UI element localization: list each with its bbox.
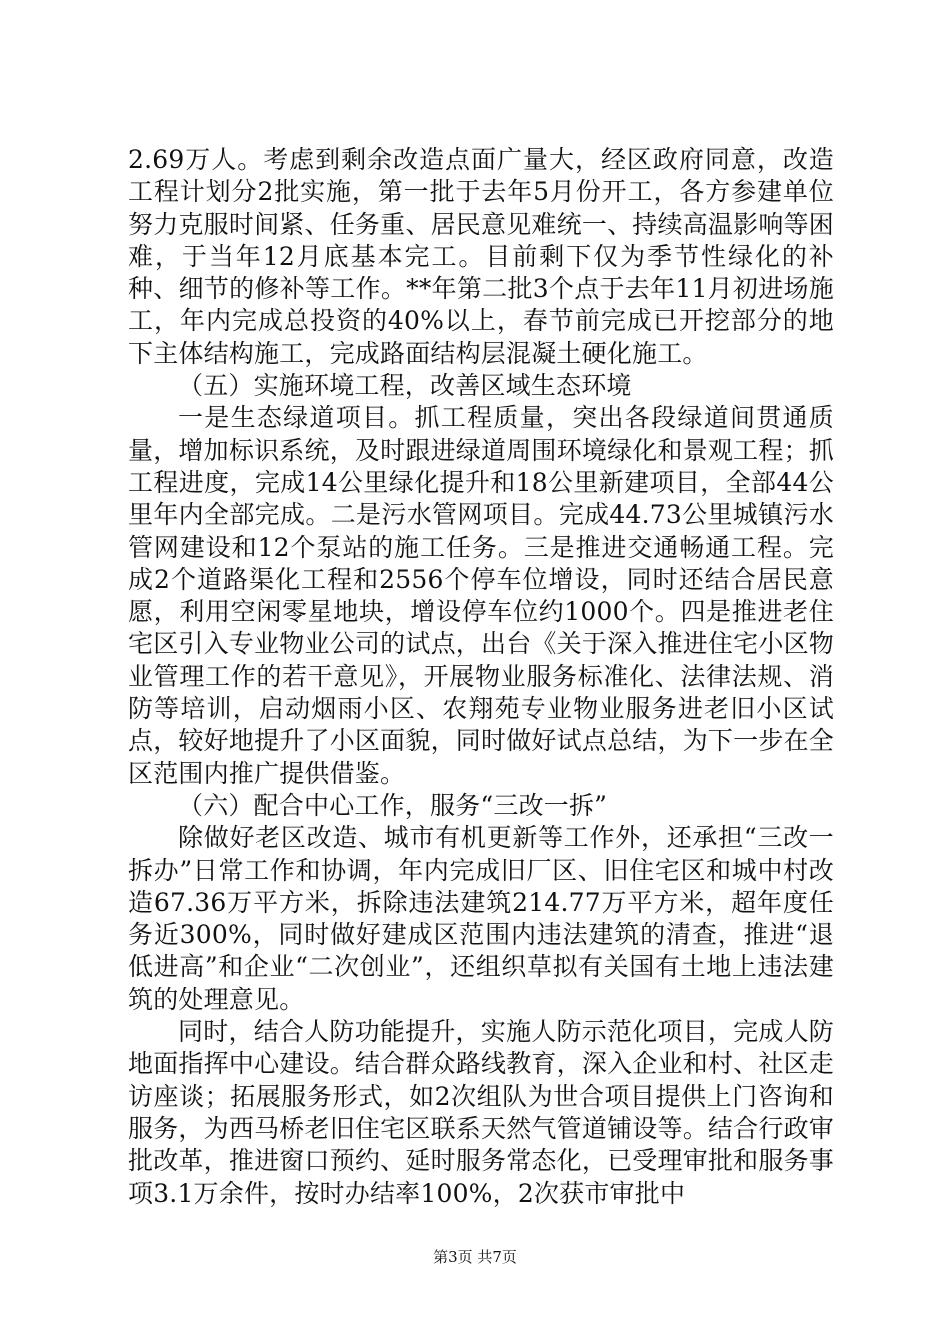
page-footer: 第3页 共7页 xyxy=(433,1248,517,1266)
document-page xyxy=(128,144,834,1244)
paragraph-civil-defense: 同时，结合人防功能提升，实施人防示范化项目，完成人防地面指挥中心建设。结合群众路线教育，深入企业和村、社区走访座谈；拓展服务形式，如2次组队为世合项目提供上门咨询和服务，为西马桥老旧住宅区联系天然气管道铺设等。结合行政审批改革，推进窗口预约、延时服务常态化，已受理审批和服务事项3.1万余件，按时办结率100%，2次获市审批中 xyxy=(128,1017,834,1208)
section-heading-5: （五）实施环境工程，改善区域生态环境 xyxy=(178,371,632,401)
paragraph-1: 2.69万人。考虑到剩余改造点面广量大，经区政府同意，改造工程计划分2批实施，第一批于去年5月份开工，各方参建单位努力克服时间紧、任务重、居民意见难统一、持续高温影响等困难，于当年12月底基本完工。目前剩下仅为季节性绿化的补种、细节的修补等工作。**年第二批3个点于去年11月初进场施工，年内完成总投资的40%以上，春节前完成已开挖部分的地下主体结构施工，完成路面结构层混凝土硬化施工。 xyxy=(128,145,834,368)
paragraph-environment-projects: 一是生态绿道项目。抓工程质量，突出各段绿道间贯通质量，增加标识系统，及时跟进绿道周围环境绿化和景观工程；抓工程进度，完成14公里绿化提升和18公里新建项目，全部44公里年内全部完成。二是污水管网项目。完成44.73公里城镇污水管网建设和12个泵站的施工任务。三是推进交通畅通工程。完成2个道路渠化工程和2556个停车位增设，同时还结合居民意愿，利用空闲零星地块，增设停车位约1000个。四是推进老住宅区引入专业物业公司的试点，出台《关于深入推进住宅小区物业管理工作的若干意见》，开展物业服务标准化、法律法规、消防等培训，启动烟雨小区、农翔苑专业物业服务进老旧小区试点，较好地提升了小区面貌，同时做好试点总结，为下一步在全区范围内推广提供借鉴。 xyxy=(128,403,834,788)
section-heading-6: （六）配合中心工作，服务“三改一拆” xyxy=(178,790,608,820)
paragraph-three-reforms: 除做好老区改造、城市有机更新等工作外，还承担“三改一拆办”日常工作和协调，年内完成旧厂区、旧住宅区和城中村改造67.36万平方米，拆除违法建筑214.77万平方米，超年度任务近300%，同时做好建成区范围内违法建筑的清查，推进“退低进高”和企业“二次创业”，还组织草拟有关国有土地上违法建筑的处理意见。 xyxy=(128,823,834,1014)
